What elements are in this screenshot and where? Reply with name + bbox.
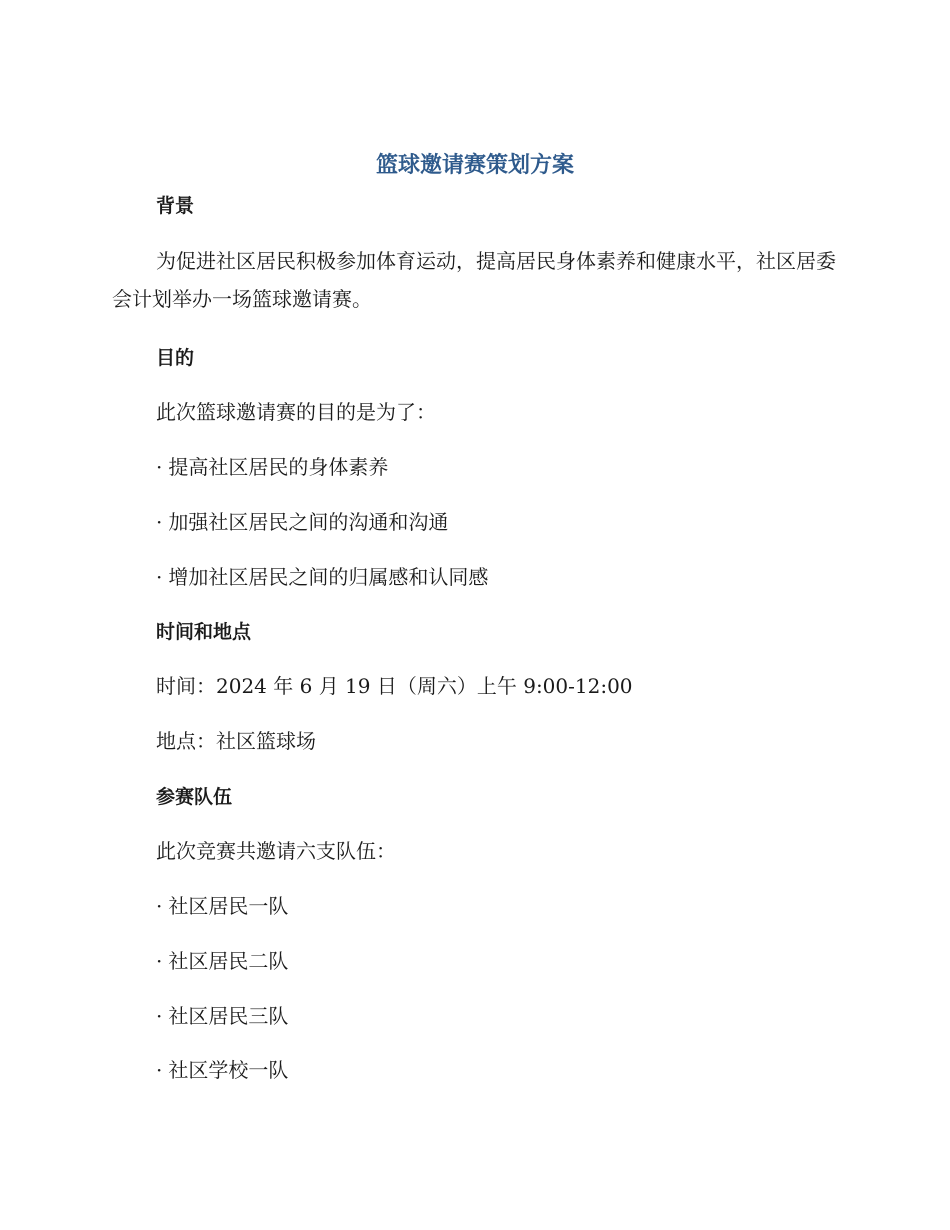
section-heading-background: 背景 <box>156 195 195 217</box>
section-heading-time-place: 时间和地点 <box>156 621 252 643</box>
list-item-text: 加强社区居民之间的沟通和沟通 <box>168 510 449 534</box>
background-paragraph: 为促进社区居民积极参加体育运动，提高居民身体素养和健康水平，社区居委会计划举办一场篮球邀请赛。 <box>112 249 836 311</box>
list-item-text: 增加社区居民之间的归属感和认同感 <box>168 565 489 589</box>
section-heading-purpose: 目的 <box>156 347 195 369</box>
list-item-text: 提高社区居民的身体素养 <box>168 455 389 479</box>
document-title: 篮球邀请赛策划方案 <box>375 153 574 178</box>
list-item-text: 社区学校一队 <box>168 1058 289 1082</box>
bullet-icon: · <box>156 455 163 479</box>
list-item <box>156 453 388 481</box>
list-item-text: 社区居民二队 <box>168 949 289 973</box>
purpose-intro: 此次篮球邀请赛的目的是为了： <box>156 400 436 424</box>
teams-intro: 此次竞赛共邀请六支队伍： <box>156 839 396 863</box>
list-item <box>156 1002 288 1030</box>
section-heading-teams: 参赛队伍 <box>156 786 233 808</box>
list-item <box>156 947 288 975</box>
event-time: 时间：2024 年 6 月 19 日（周六）上午 9:00-12:00 <box>156 674 633 698</box>
bullet-icon: · <box>156 510 163 534</box>
bullet-icon: · <box>156 949 163 973</box>
event-place: 地点：社区篮球场 <box>156 729 316 753</box>
list-item-text: 社区居民三队 <box>168 1004 289 1028</box>
list-item-text: 社区居民一队 <box>168 894 289 918</box>
bullet-icon: · <box>156 565 163 589</box>
list-item <box>156 892 288 920</box>
bullet-icon: · <box>156 894 163 918</box>
list-item <box>156 1056 288 1084</box>
list-item <box>156 563 488 591</box>
bullet-icon: · <box>156 1004 163 1028</box>
bullet-icon: · <box>156 1058 163 1082</box>
list-item <box>156 508 448 536</box>
